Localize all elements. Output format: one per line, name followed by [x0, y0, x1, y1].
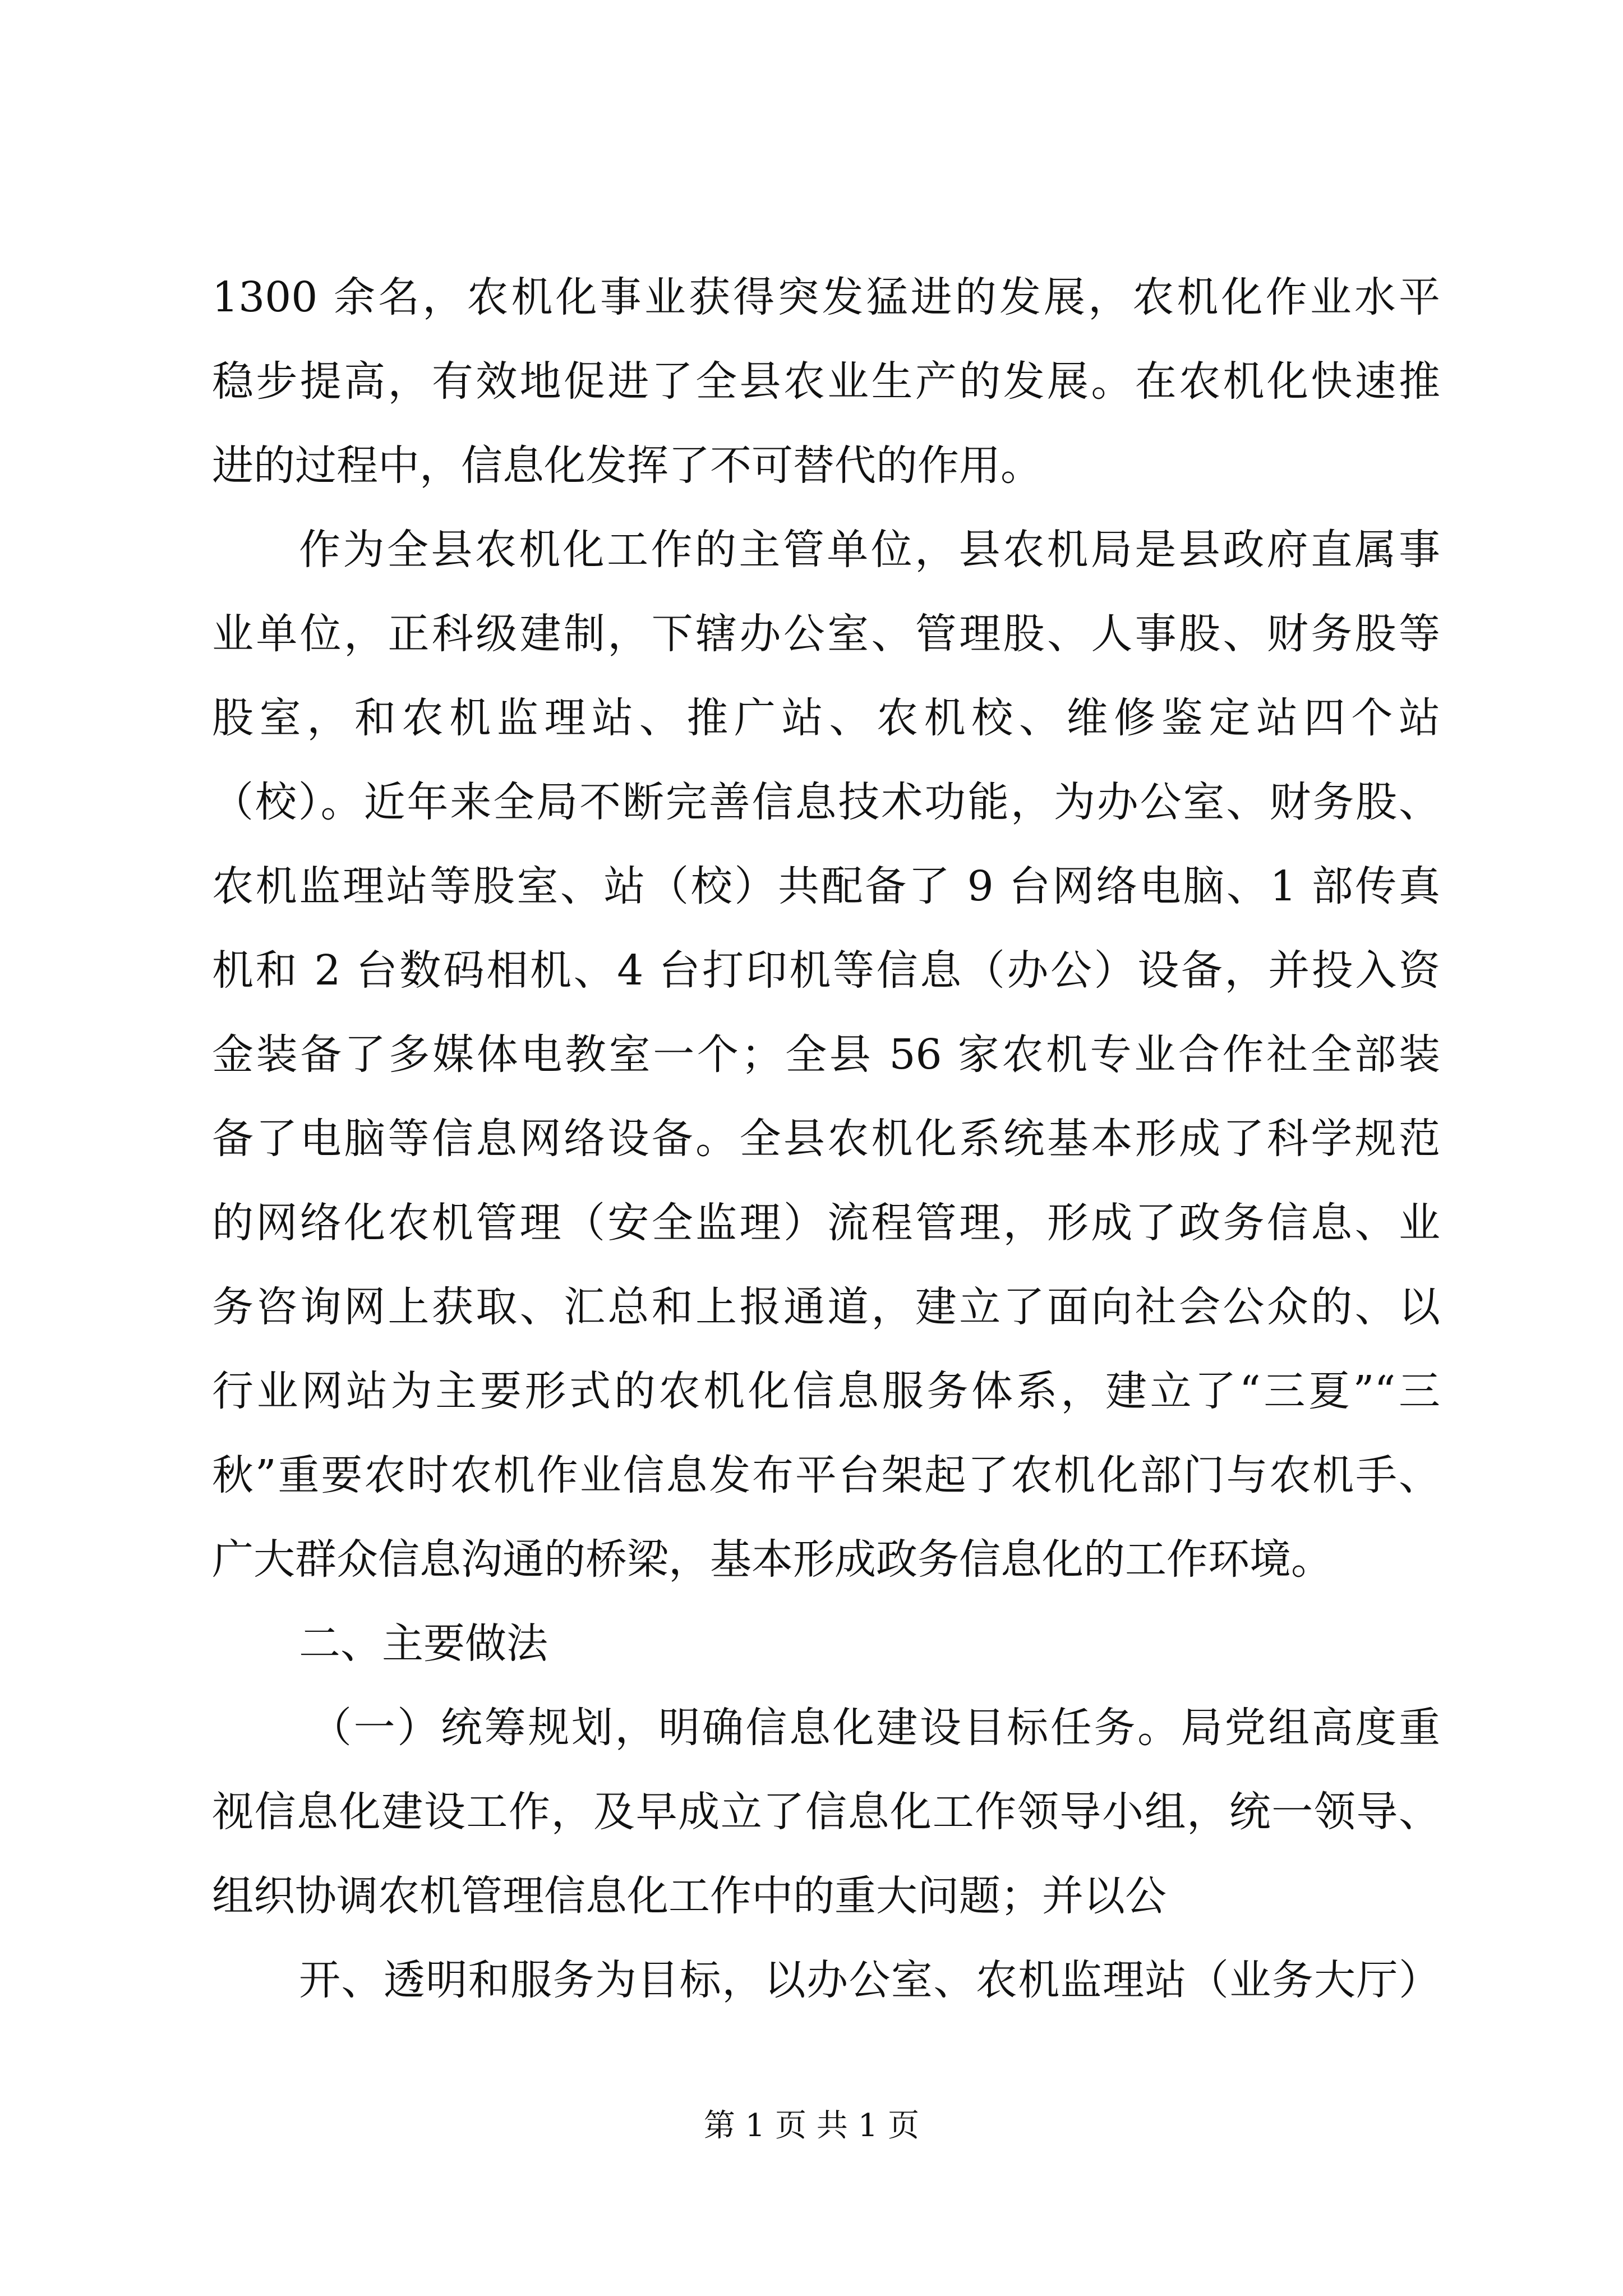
text-line: 秋”重要农时农机作业信息发布平台架起了农机化部门与农机手、	[212, 1451, 1440, 1499]
text-line: 备了电脑等信息网络设备。全县农机化系统基本形成了科学规范	[212, 1115, 1440, 1163]
section-heading: 二、主要做法	[299, 1619, 548, 1668]
text-line: 行业网站为主要形式的农机化信息服务体系，建立了“三夏”“三	[212, 1367, 1440, 1415]
text-line: 进的过程中，信息化发挥了不可替代的作用。	[212, 441, 1042, 490]
text-line: 广大群众信息沟通的桥梁，基本形成政务信息化的工作环境。	[212, 1535, 1332, 1584]
text-line: 务咨询网上获取、汇总和上报通道，建立了面向社会公众的、以	[212, 1283, 1440, 1331]
text-line: 金装备了多媒体电教室一个；全县 56 家农机专业合作社全部装	[212, 1030, 1440, 1079]
text-line: 股室，和农机监理站、推广站、农机校、维修鉴定站四个站	[212, 694, 1440, 742]
text-line: 1300 余名，农机化事业获得突发猛进的发展，农机化作业水平	[212, 273, 1440, 321]
text-line: 视信息化建设工作，及早成立了信息化工作领导小组，统一领导、	[212, 1788, 1440, 1836]
text-line: 农机监理站等股室、站（校）共配备了 9 台网络电脑、1 部传真	[212, 862, 1440, 910]
text-line: 机和 2 台数码相机、4 台打印机等信息（办公）设备，并投入资	[212, 946, 1440, 995]
text-line: 作为全县农机化工作的主管单位，县农机局是县政府直属事	[299, 526, 1440, 574]
text-line: （一）统筹规划，明确信息化建设目标任务。局党组高度重	[310, 1704, 1440, 1752]
text-line: 开、透明和服务为目标，以办公室、农机监理站（业务大厅）	[299, 1956, 1440, 2004]
text-line: 组织协调农机管理信息化工作中的重大问题；并以公	[212, 1872, 1166, 1920]
text-line: 的网络化农机管理（安全监理）流程管理，形成了政务信息、业	[212, 1199, 1440, 1247]
text-line: 稳步提高，有效地促进了全县农业生产的发展。在农机化快速推	[212, 357, 1440, 406]
text-line: 业单位，正科级建制，下辖办公室、管理股、人事股、财务股等	[212, 610, 1440, 658]
document-body	[212, 255, 1440, 2022]
text-line: （校）。近年来全局不断完善信息技术功能，为办公室、财务股、	[212, 778, 1440, 826]
page-footer: 第 1 页 共 1 页	[703, 2108, 920, 2144]
